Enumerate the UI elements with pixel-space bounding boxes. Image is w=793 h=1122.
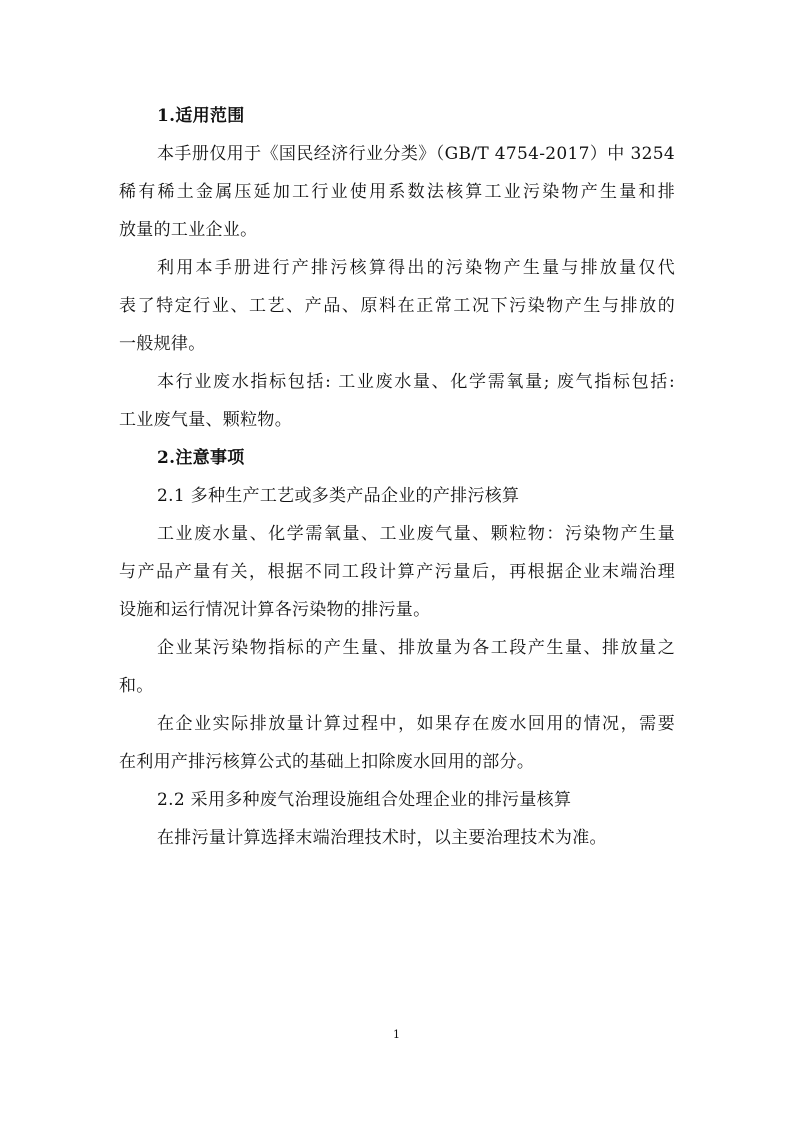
paragraph-line: 设施和运行情况计算各污染物的排污量。 — [119, 600, 431, 620]
subsection-heading: 2.2 采用多种废气治理设施组合处理企业的排污量核算 — [157, 790, 572, 810]
subsection-heading: 2.1 多种生产工艺或多类产品企业的产排污核算 — [157, 486, 520, 506]
paragraph-line: 放量的工业企业。 — [119, 220, 258, 240]
paragraph-line: 工业废气量、颗粒物。 — [119, 410, 292, 430]
page-number: 1 — [393, 1028, 400, 1041]
paragraph-line: 本行业废水指标包括: 工业废水量、化学需氧量; 废气指标包括: — [157, 372, 675, 392]
paragraph-line: 稀有稀土金属压延加工行业使用系数法核算工业污染物产生量和排 — [119, 182, 675, 202]
paragraph-line: 在企业实际排放量计算过程中，如果存在废水回用的情况，需要 — [157, 714, 675, 734]
paragraph-line: 和。 — [119, 676, 154, 696]
paragraph-line: 一般规律。 — [119, 334, 206, 354]
document-body — [119, 102, 675, 852]
paragraph-line: 工业废水量、化学需氧量、工业废气量、颗粒物：污染物产生量 — [157, 524, 675, 544]
paragraph-line: 表了特定行业、工艺、产品、原料在正常工况下污染物产生与排放的 — [119, 296, 675, 316]
paragraph-line: 在排污量计算选择末端治理技术时，以主要治理技术为准。 — [157, 828, 607, 848]
paragraph-line: 本手册仅用于《国民经济行业分类》（GB/T 4754-2017）中 3254 — [157, 144, 675, 164]
paragraph-line: 利用本手册进行产排污核算得出的污染物产生量与排放量仅代 — [157, 258, 675, 278]
paragraph-line: 与产品产量有关，根据不同工段计算产污量后，再根据企业末端治理 — [119, 562, 675, 582]
paragraph-line: 企业某污染物指标的产生量、排放量为各工段产生量、排放量之 — [157, 638, 675, 658]
paragraph-line: 在利用产排污核算公式的基础上扣除废水回用的部分。 — [119, 752, 535, 772]
section-heading-notes: 2.注意事项 — [157, 448, 245, 468]
section-heading-scope: 1.适用范围 — [157, 106, 245, 126]
